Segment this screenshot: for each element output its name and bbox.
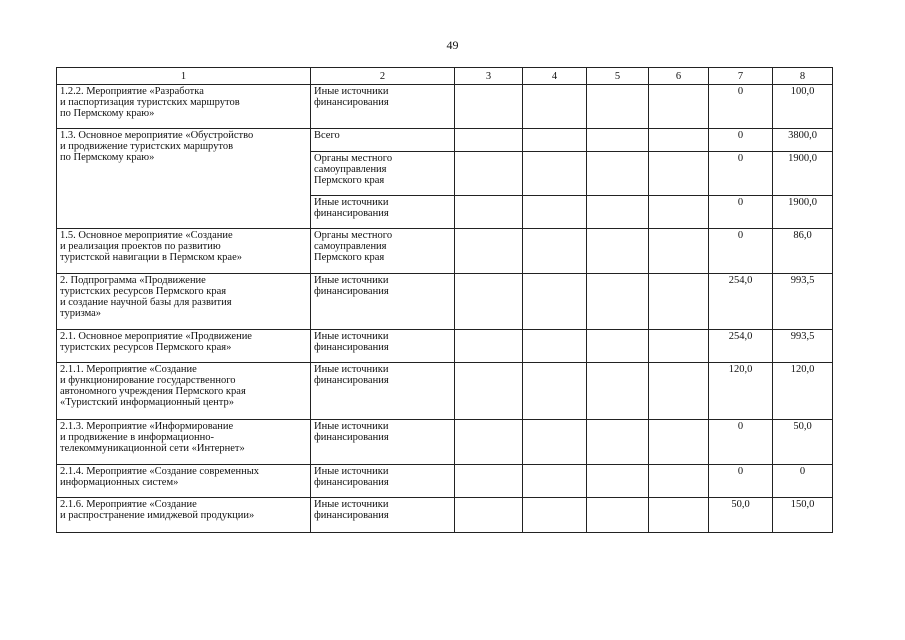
value-col-8: 1900,0 [773,196,833,229]
table-row [57,498,833,533]
empty-cell [523,465,587,498]
value-col-7: 254,0 [709,274,773,330]
value-col-7: 0 [709,420,773,465]
value-col-7: 0 [709,229,773,274]
value-col-8: 1900,0 [773,152,833,196]
activity-cell: 2.1. Основное мероприятие «Продвижение туристских ресурсов Пермского края» [57,330,311,363]
header-col-1: 1 [57,68,311,85]
empty-cell [587,85,649,129]
empty-cell [649,498,709,533]
empty-cell [587,196,649,229]
header-col-3: 3 [455,68,523,85]
source-cell: Иные источники финансирования [311,196,455,229]
source-cell: Иные источники финансирования [311,498,455,533]
header-row [57,68,833,85]
source-cell: Органы местного самоуправления Пермского края [311,152,455,196]
activity-cell: 1.3. Основное мероприятие «Обустройство и продвижение туристских маршрутов по Пермскому краю» [57,129,311,229]
header-col-4: 4 [523,68,587,85]
table-row [57,330,833,363]
empty-cell [455,129,523,152]
empty-cell [455,330,523,363]
source-cell: Иные источники финансирования [311,85,455,129]
empty-cell [649,465,709,498]
empty-cell [587,363,649,420]
empty-cell [523,498,587,533]
header-col-8: 8 [773,68,833,85]
activity-cell: 2.1.4. Мероприятие «Создание современных информационных систем» [57,465,311,498]
source-cell: Всего [311,129,455,152]
empty-cell [587,274,649,330]
source-cell: Иные источники финансирования [311,274,455,330]
empty-cell [587,465,649,498]
empty-cell [455,465,523,498]
empty-cell [649,152,709,196]
empty-cell [455,363,523,420]
source-cell: Иные источники финансирования [311,420,455,465]
empty-cell [649,229,709,274]
activity-cell: 1.2.2. Мероприятие «Разработка и паспортизация туристских маршрутов по Пермскому краю» [57,85,311,129]
budget-table [56,67,833,533]
activity-cell: 2.1.1. Мероприятие «Создание и функционирование государственного автономного учреждения Пермского края «Туристский информационный центр» [57,363,311,420]
value-col-7: 254,0 [709,330,773,363]
empty-cell [587,152,649,196]
empty-cell [649,274,709,330]
table-row [57,85,833,129]
empty-cell [649,129,709,152]
table-row [57,229,833,274]
value-col-8: 100,0 [773,85,833,129]
empty-cell [523,420,587,465]
value-col-7: 0 [709,152,773,196]
empty-cell [523,129,587,152]
empty-cell [523,85,587,129]
value-col-8: 993,5 [773,330,833,363]
empty-cell [523,330,587,363]
value-col-7: 0 [709,129,773,152]
header-col-5: 5 [587,68,649,85]
empty-cell [523,229,587,274]
value-col-8: 3800,0 [773,129,833,152]
empty-cell [455,420,523,465]
source-cell: Иные источники финансирования [311,363,455,420]
empty-cell [455,274,523,330]
source-cell: Органы местного самоуправления Пермского края [311,229,455,274]
empty-cell [455,85,523,129]
activity-cell: 2.1.3. Мероприятие «Информирование и продвижение в информационно- телекоммуникационной сети «Интернет» [57,420,311,465]
table-row [57,465,833,498]
value-col-7: 0 [709,85,773,129]
empty-cell [523,196,587,229]
value-col-8: 86,0 [773,229,833,274]
table-row [57,363,833,420]
value-col-7: 50,0 [709,498,773,533]
value-col-8: 50,0 [773,420,833,465]
empty-cell [523,152,587,196]
value-col-7: 120,0 [709,363,773,420]
empty-cell [649,196,709,229]
empty-cell [587,498,649,533]
empty-cell [523,363,587,420]
value-col-8: 150,0 [773,498,833,533]
empty-cell [455,498,523,533]
empty-cell [587,330,649,363]
activity-cell: 2. Подпрограмма «Продвижение туристских ресурсов Пермского края и создание научной базы для развития туризма» [57,274,311,330]
table-row [57,420,833,465]
header-col-2: 2 [311,68,455,85]
empty-cell [455,196,523,229]
activity-cell: 1.5. Основное мероприятие «Создание и реализация проектов по развитию туристской навигации в Пермском крае» [57,229,311,274]
header-col-6: 6 [649,68,709,85]
activity-cell: 2.1.6. Мероприятие «Создание и распространение имиджевой продукции» [57,498,311,533]
value-col-8: 0 [773,465,833,498]
empty-cell [649,85,709,129]
source-cell: Иные источники финансирования [311,465,455,498]
empty-cell [455,152,523,196]
empty-cell [587,229,649,274]
empty-cell [587,420,649,465]
table-row [57,129,833,152]
empty-cell [455,229,523,274]
empty-cell [649,420,709,465]
value-col-8: 993,5 [773,274,833,330]
value-col-7: 0 [709,196,773,229]
empty-cell [649,330,709,363]
table-row [57,274,833,330]
header-col-7: 7 [709,68,773,85]
value-col-7: 0 [709,465,773,498]
empty-cell [649,363,709,420]
empty-cell [587,129,649,152]
value-col-8: 120,0 [773,363,833,420]
page-number: 49 [446,38,459,52]
source-cell: Иные источники финансирования [311,330,455,363]
empty-cell [523,274,587,330]
